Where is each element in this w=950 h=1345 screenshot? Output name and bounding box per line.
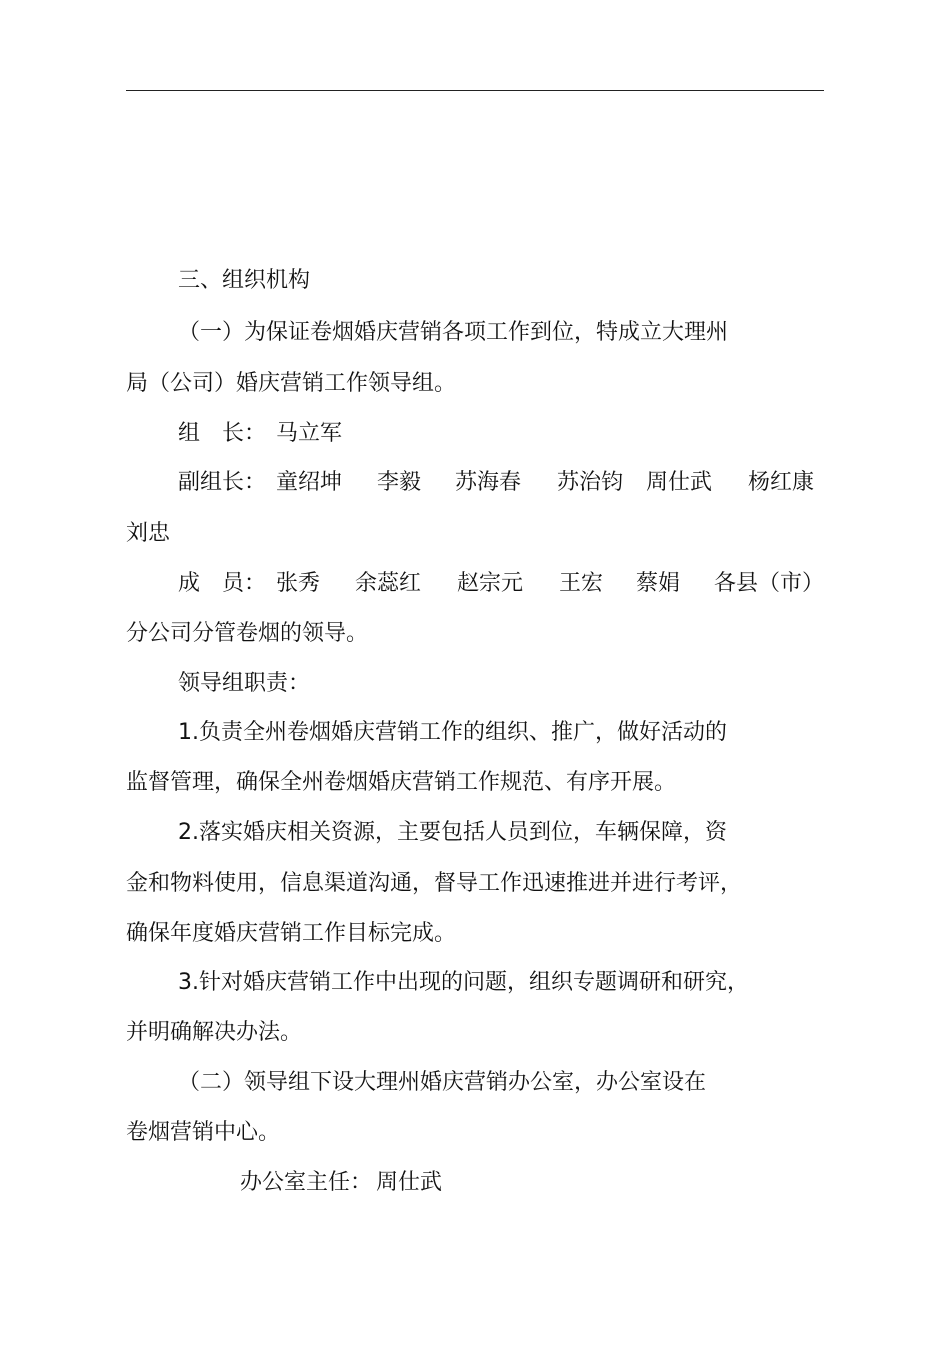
leader-name: 马立军 (276, 421, 343, 446)
director-label: 办公室主任： (240, 1170, 373, 1195)
director-name: 周仕武 (376, 1170, 443, 1195)
deputy-name: 周仕武 (646, 470, 713, 495)
duty-2-line-1: 2.落实婚庆相关资源，主要包括人员到位，车辆保障，资 (178, 820, 727, 845)
members-line-2: 分公司分管卷烟的领导。 (126, 621, 369, 646)
leader-label: 组 长： (178, 421, 267, 446)
member-label: 成 员： (178, 571, 267, 596)
duties-heading: 领导组职责： (178, 671, 311, 696)
deputy-name: 刘忠 (126, 521, 171, 546)
header-rule (126, 90, 824, 91)
paragraph-1-line-1: （一）为保证卷烟婚庆营销各项工作到位，特成立大理州 (178, 320, 729, 345)
member-name: 王宏 (559, 571, 604, 596)
paragraph-1-line-2: 局（公司）婚庆营销工作领导组。 (126, 371, 457, 396)
duty-3-line-1: 3.针对婚庆营销工作中出现的问题，组织专题调研和研究， (178, 970, 749, 995)
duty-1-line-1: 1.负责全州卷烟婚庆营销工作的组织、推广，做好活动的 (178, 720, 727, 745)
section-heading: 三、组织机构 (178, 268, 311, 293)
deputy-name: 苏治钧 (557, 470, 624, 495)
deputy-name: 苏海春 (455, 470, 522, 495)
member-name: 赵宗元 (457, 571, 524, 596)
duty-2-line-2: 金和物料使用，信息渠道沟通，督导工作迅速推进并进行考评， (126, 871, 743, 896)
member-name: 蔡娟 (636, 571, 681, 596)
member-name: 余蕊红 (355, 571, 422, 596)
duty-2-line-3: 确保年度婚庆营销工作目标完成。 (126, 921, 457, 946)
duty-1-line-2: 监督管理，确保全州卷烟婚庆营销工作规范、有序开展。 (126, 770, 677, 795)
paragraph-2-line-2: 卷烟营销中心。 (126, 1120, 281, 1145)
member-name: 张秀 (276, 571, 321, 596)
deputy-name: 李毅 (377, 470, 422, 495)
paragraph-2-line-1: （二）领导组下设大理州婚庆营销办公室，办公室设在 (178, 1070, 707, 1095)
deputy-name: 杨红康 (748, 470, 815, 495)
duty-3-line-2: 并明确解决办法。 (126, 1020, 303, 1045)
deputy-name: 童绍坤 (276, 470, 343, 495)
member-name: 各县（市） (714, 571, 825, 596)
deputy-label: 副组长： (178, 470, 267, 495)
